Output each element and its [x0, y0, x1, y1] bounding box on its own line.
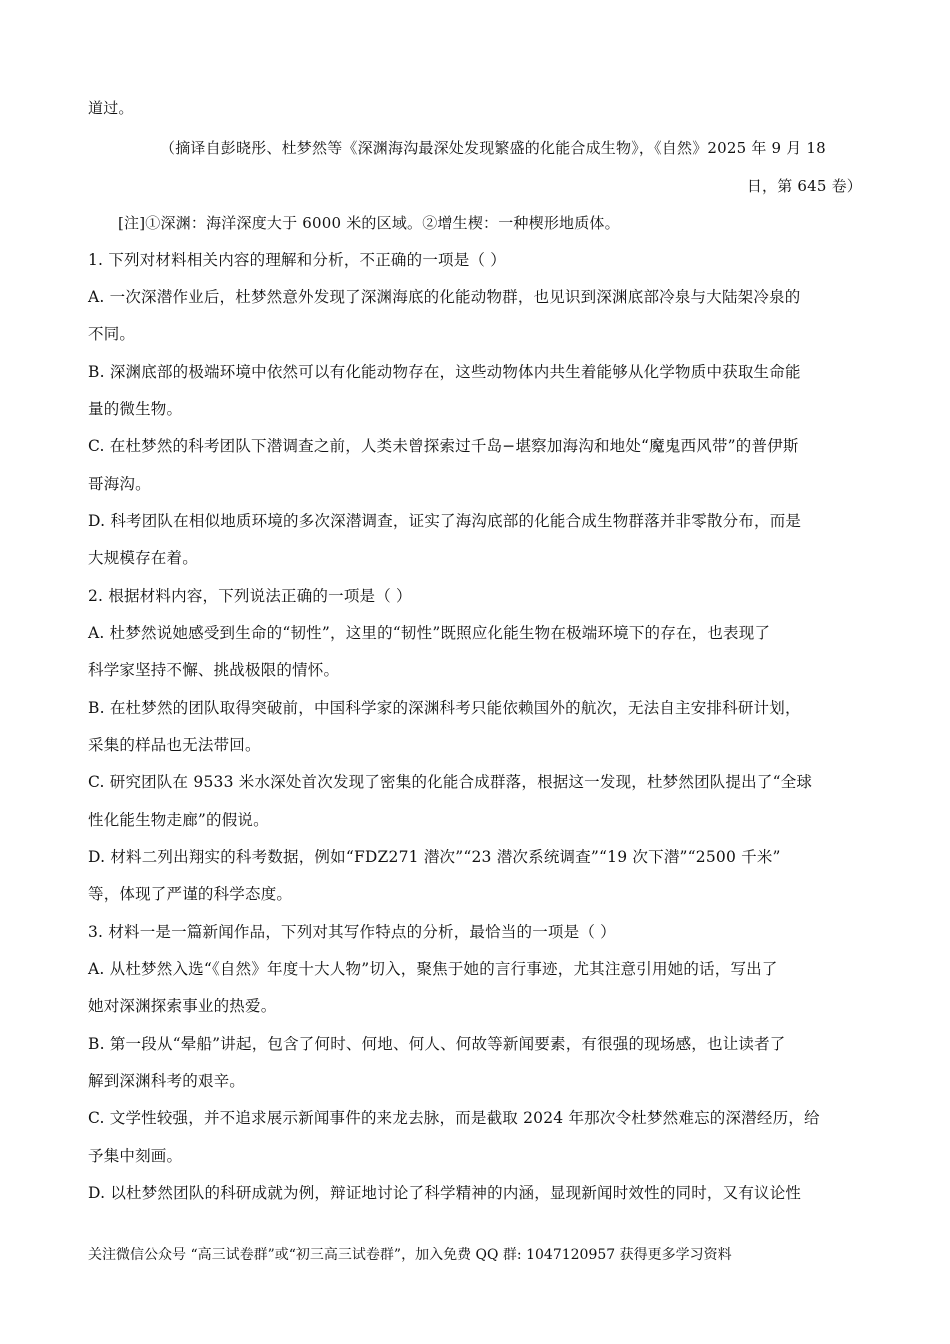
note-line: [注]①深渊：海洋深度大于 6000 米的区域。②增生楔：一种楔形地质体。 — [118, 214, 620, 232]
option-line: D. 材料二列出翔实的科考数据，例如“FDZ271 潜次”“23 潜次系统调查”“19 次下潜”“2500 千米” — [88, 848, 781, 866]
option-line: B. 深渊底部的极端环境中依然可以有化能动物存在，这些动物体内共生着能够从化学物质中获取生命能 — [88, 363, 801, 381]
question-3: 3. 材料一是一篇新闻作品，下列对其写作特点的分析，最恰当的一项是（ ） — [88, 923, 616, 941]
option-line: D. 以杜梦然团队的科研成就为例，辩证地讨论了科学精神的内涵，显现新闻时效性的同时，又有议论性 — [88, 1184, 802, 1202]
option-line: C. 研究团队在 9533 米水深处首次发现了密集的化能合成群落，根据这一发现，杜梦然团队提出了“全球 — [88, 773, 813, 791]
option-line: C. 文学性较强，并不追求展示新闻事件的来龙去脉，而是截取 2024 年那次令杜梦然难忘的深潜经历，给 — [88, 1109, 820, 1127]
option-line: 等，体现了严谨的科学态度。 — [88, 885, 293, 903]
question-2: 2. 根据材料内容，下列说法正确的一项是（ ） — [88, 587, 412, 605]
option-line: A. 从杜梦然入选“《自然》年度十大人物”切入，聚焦于她的言行事迹，尤其注意引用她的话，写出了 — [88, 960, 778, 978]
citation-line: 日，第 645 卷） — [746, 177, 862, 195]
option-line: 哥海沟。 — [88, 475, 151, 493]
question-1: 1. 下列对材料相关内容的理解和分析，不正确的一项是（ ） — [88, 251, 506, 269]
option-line: 科学家坚持不懈、挑战极限的情怀。 — [88, 661, 340, 679]
option-line: B. 在杜梦然的团队取得突破前，中国科学家的深渊科考只能依赖国外的航次，无法自主安排科研计划， — [88, 699, 801, 717]
option-line: 予集中刻画。 — [88, 1147, 183, 1165]
option-line: 解到深渊科考的艰辛。 — [88, 1072, 246, 1090]
option-line: B. 第一段从“晕船”讲起，包含了何时、何地、何人、何故等新闻要素，有很强的现场感，也让读者了 — [88, 1035, 786, 1053]
option-line: 大规模存在着。 — [88, 549, 198, 567]
text-line: 道过。 — [88, 99, 134, 117]
page-footer: 关注微信公众号 “高三试卷群”或“初三高三试卷群”，加入免费 QQ 群: 1047120957 获得更多学习资料 — [88, 1247, 732, 1263]
option-line: 她对深渊探索事业的热爱。 — [88, 997, 277, 1015]
citation-line: （摘译自彭晓彤、杜梦然等《深渊海沟最深处发现繁盛的化能合成生物》，《自然》2025 年 9 月 18 — [160, 139, 826, 157]
option-line: 量的微生物。 — [88, 400, 183, 418]
option-line: 采集的样品也无法带回。 — [88, 736, 261, 754]
option-line: A. 一次深潜作业后，杜梦然意外发现了深渊海底的化能动物群，也见识到深渊底部冷泉与大陆架冷泉的 — [88, 288, 801, 306]
option-line: 性化能生物走廊”的假说。 — [88, 811, 269, 829]
option-line: D. 科考团队在相似地质环境的多次深潜调查，证实了海沟底部的化能合成生物群落并非零散分布，而是 — [88, 512, 802, 530]
option-line: C. 在杜梦然的科考团队下潜调查之前，人类未曾探索过千岛−堪察加海沟和地处“魔鬼西风带”的普伊斯 — [88, 437, 799, 455]
option-line: 不同。 — [88, 325, 136, 343]
option-line: A. 杜梦然说她感受到生命的“韧性”，这里的“韧性”既照应化能生物在极端环境下的存在，也表现了 — [88, 624, 771, 642]
